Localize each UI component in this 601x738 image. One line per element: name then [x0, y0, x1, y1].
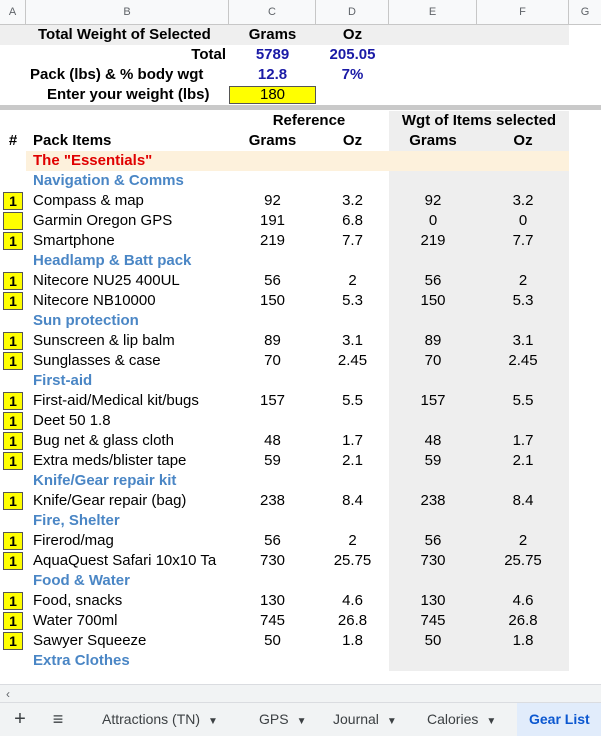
select-count-cell[interactable] — [3, 212, 23, 230]
item-name[interactable]: Garmin Oregon GPS — [33, 212, 173, 229]
reference-oz[interactable]: 2.1 — [342, 452, 363, 469]
table-row — [0, 331, 601, 351]
table-row — [0, 451, 601, 471]
sheet-tab[interactable] — [517, 703, 601, 736]
oz-label: Oz — [342, 26, 363, 43]
selected-oz[interactable]: 2.1 — [512, 452, 534, 469]
section-row — [0, 651, 601, 671]
selected-grams[interactable]: 157 — [420, 392, 446, 409]
grams-header: Grams — [248, 132, 297, 149]
item-name[interactable]: Knife/Gear repair (bag) — [33, 492, 187, 509]
frozen-row-divider — [0, 105, 601, 110]
selected-oz[interactable]: 1.8 — [512, 632, 534, 649]
table-row — [0, 391, 601, 411]
reference-grams[interactable]: 730 — [259, 552, 286, 569]
summary-total-row — [0, 45, 601, 65]
selected-grams[interactable]: 150 — [420, 292, 446, 309]
selected-grams[interactable]: 56 — [424, 532, 442, 549]
reference-grams[interactable]: 150 — [259, 292, 286, 309]
sheet-tab-bar — [0, 702, 601, 736]
reference-grams[interactable]: 157 — [259, 392, 286, 409]
reference-oz[interactable]: 5.5 — [342, 392, 363, 409]
sheet-tab[interactable] — [90, 703, 240, 736]
select-count-cell[interactable]: 1 — [3, 592, 23, 610]
select-count-cell[interactable]: 1 — [3, 352, 23, 370]
tab-menu-arrow-icon[interactable]: ▼ — [296, 716, 307, 727]
tab-menu-arrow-icon[interactable]: ▼ — [386, 716, 397, 727]
selected-column-shade — [389, 571, 569, 591]
select-count-cell[interactable]: 1 — [3, 412, 23, 430]
table-row — [0, 211, 601, 231]
selected-grams[interactable]: 745 — [420, 612, 446, 629]
section-label: Extra Clothes — [33, 652, 130, 669]
reference-oz[interactable]: 26.8 — [337, 612, 368, 629]
selected-oz[interactable]: 5.5 — [512, 392, 534, 409]
table-row — [0, 431, 601, 451]
pack-percent-value[interactable]: 7% — [341, 66, 364, 83]
selected-oz[interactable]: 2.45 — [508, 352, 538, 369]
pack-label: Pack (lbs) & % body wgt — [30, 66, 204, 83]
section-row — [0, 371, 601, 391]
reference-grams[interactable]: 130 — [259, 592, 286, 609]
selected-grams[interactable]: 48 — [424, 432, 442, 449]
select-count-cell[interactable]: 1 — [3, 552, 23, 570]
table-row — [0, 411, 601, 431]
reference-oz[interactable]: 7.7 — [342, 232, 363, 249]
reference-oz[interactable]: 2 — [348, 532, 357, 549]
column-header-a[interactable]: A — [0, 0, 26, 24]
reference-grams[interactable]: 238 — [259, 492, 286, 509]
reference-oz[interactable]: 3.1 — [342, 332, 363, 349]
enter-weight-label: Enter your weight (lbs) — [47, 86, 210, 103]
reference-oz[interactable]: 4.6 — [342, 592, 363, 609]
summary-weight-row — [0, 85, 601, 105]
sheet-tab-label: Gear List — [529, 711, 590, 727]
selected-grams-header: Grams — [409, 132, 457, 149]
reference-oz[interactable]: 5.3 — [342, 292, 363, 309]
total-label: Total — [191, 46, 226, 63]
selected-oz[interactable]: 3.2 — [512, 192, 534, 209]
table-row — [0, 591, 601, 611]
reference-oz[interactable]: 1.7 — [342, 432, 363, 449]
sheet-tab[interactable] — [415, 703, 511, 736]
section-label: Food & Water — [33, 572, 130, 589]
selected-oz[interactable]: 25.75 — [504, 552, 542, 569]
selected-oz[interactable]: 26.8 — [508, 612, 538, 629]
item-name[interactable]: Sunscreen & lip balm — [33, 332, 175, 349]
table-row — [0, 631, 601, 651]
selected-oz[interactable]: 2 — [518, 532, 528, 549]
reference-grams[interactable]: 70 — [264, 352, 281, 369]
table-row — [0, 231, 601, 251]
column-header-b[interactable]: B — [26, 0, 229, 24]
select-count-cell[interactable]: 1 — [3, 392, 23, 410]
item-name[interactable]: Deet 50 1.8 — [33, 412, 111, 429]
select-count-cell[interactable]: 1 — [3, 232, 23, 250]
section-label: Knife/Gear repair kit — [33, 472, 177, 489]
selected-grams[interactable]: 59 — [424, 452, 442, 469]
sheet-tab-label: Attractions (TN) — [102, 711, 201, 727]
reference-oz[interactable] — [316, 411, 389, 431]
reference-grams[interactable]: 191 — [259, 212, 286, 229]
selected-grams[interactable]: 219 — [420, 232, 446, 249]
item-name[interactable]: Firerod/mag — [33, 532, 114, 549]
reference-grams[interactable]: 56 — [264, 272, 281, 289]
reference-header: Reference — [272, 112, 346, 129]
item-name[interactable]: Nitecore NU25 400UL — [33, 272, 180, 289]
reference-oz[interactable]: 8.4 — [342, 492, 363, 509]
reference-grams[interactable]: 48 — [264, 432, 281, 449]
section-row — [0, 571, 601, 591]
pack-items-header: Pack Items — [33, 132, 112, 149]
table-row — [0, 351, 601, 371]
selected-column-shade — [389, 511, 569, 531]
section-label: Navigation & Comms — [33, 172, 184, 189]
selected-oz[interactable]: 7.7 — [512, 232, 534, 249]
selected-column-shade — [389, 471, 569, 491]
grams-label: Grams — [248, 26, 297, 43]
section-row — [0, 511, 601, 531]
item-name[interactable]: Sunglasses & case — [33, 352, 161, 369]
selected-oz[interactable]: 4.6 — [512, 592, 534, 609]
item-name[interactable]: Compass & map — [33, 192, 144, 209]
item-name[interactable]: AquaQuest Safari 10x10 Ta — [33, 552, 217, 569]
sheet-tab-label: Calories — [427, 711, 479, 727]
section-label: Sun protection — [33, 312, 139, 329]
selected-grams[interactable]: 92 — [424, 192, 442, 209]
column-header-d[interactable]: D — [316, 0, 389, 24]
table-header-row-1 — [0, 111, 601, 131]
table-row — [0, 271, 601, 291]
selected-oz[interactable]: 5.3 — [512, 292, 534, 309]
total-weight-label: Total Weight of Selected — [38, 26, 211, 43]
reference-oz[interactable]: 3.2 — [342, 192, 363, 209]
item-name[interactable]: Extra meds/blister tape — [33, 452, 187, 469]
select-count-cell[interactable]: 1 — [3, 192, 23, 210]
select-count-cell[interactable]: 1 — [3, 292, 23, 310]
table-row — [0, 491, 601, 511]
selected-grams[interactable]: 238 — [420, 492, 446, 509]
sheet-tab-label: GPS — [259, 711, 289, 727]
selected-weight-header: Wgt of Items selected — [401, 112, 557, 129]
reference-grams[interactable]: 219 — [259, 232, 286, 249]
reference-oz[interactable]: 2.45 — [337, 352, 368, 369]
selected-column-shade — [389, 371, 569, 391]
oz-header: Oz — [342, 132, 363, 149]
summary-title-row — [0, 25, 601, 45]
tab-menu-arrow-icon[interactable]: ▼ — [486, 716, 497, 727]
column-header-c[interactable]: C — [229, 0, 316, 24]
item-name[interactable]: First-aid/Medical kit/bugs — [33, 392, 199, 409]
reference-oz[interactable]: 6.8 — [342, 212, 363, 229]
item-name[interactable]: Sawyer Squeeze — [33, 632, 147, 649]
column-header-e[interactable]: E — [389, 0, 477, 24]
selected-grams[interactable]: 730 — [420, 552, 446, 569]
section-row — [0, 171, 601, 191]
horizontal-scrollbar[interactable] — [0, 684, 601, 703]
select-count-cell[interactable]: 1 — [3, 532, 23, 550]
pack-lbs-value[interactable]: 12.8 — [257, 66, 288, 83]
item-name[interactable]: Smartphone — [33, 232, 115, 249]
select-count-cell[interactable]: 1 — [3, 332, 23, 350]
selected-column-shade — [389, 311, 569, 331]
selected-oz[interactable]: 1.7 — [512, 432, 534, 449]
selected-oz[interactable]: 8.4 — [512, 492, 534, 509]
selected-grams[interactable]: 0 — [428, 212, 438, 229]
reference-grams[interactable]: 50 — [264, 632, 281, 649]
reference-oz[interactable]: 2 — [348, 272, 357, 289]
selected-column-shade — [389, 251, 569, 271]
reference-grams[interactable]: 745 — [259, 612, 286, 629]
all-sheets-menu-icon[interactable]: ≡ — [52, 709, 64, 729]
item-name[interactable]: Water 700ml — [33, 612, 118, 629]
weight-input-value[interactable]: 180 — [259, 86, 286, 103]
reference-grams[interactable]: 56 — [264, 532, 281, 549]
summary-pack-row — [0, 65, 601, 85]
reference-grams[interactable]: 59 — [264, 452, 281, 469]
hash-header: # — [8, 132, 18, 149]
selected-grams[interactable]: 70 — [424, 352, 442, 369]
selected-grams[interactable]: 130 — [420, 592, 446, 609]
reference-grams[interactable]: 89 — [264, 332, 281, 349]
select-count-cell[interactable]: 1 — [3, 432, 23, 450]
selected-oz[interactable] — [477, 411, 569, 431]
table-row — [0, 291, 601, 311]
item-name[interactable]: Food, snacks — [33, 592, 123, 609]
sheet-tab-label: Journal — [333, 711, 379, 727]
table-row — [0, 191, 601, 211]
section-row — [0, 311, 601, 331]
column-header-g[interactable]: G — [580, 6, 590, 18]
item-name[interactable]: Nitecore NB10000 — [33, 292, 156, 309]
reference-grams[interactable]: 92 — [264, 192, 281, 209]
reference-oz[interactable]: 25.75 — [333, 552, 372, 569]
total-oz-value[interactable]: 205.05 — [329, 46, 376, 63]
scroll-left-icon[interactable]: ‹ — [6, 687, 10, 701]
reference-oz[interactable]: 1.8 — [342, 632, 363, 649]
add-sheet-icon[interactable]: + — [14, 708, 26, 730]
select-count-cell[interactable]: 1 — [3, 452, 23, 470]
select-count-cell[interactable]: 1 — [3, 272, 23, 290]
sheet-tab[interactable] — [321, 703, 409, 736]
selected-grams[interactable]: 50 — [424, 632, 442, 649]
select-count-cell[interactable]: 1 — [3, 612, 23, 630]
selected-grams[interactable] — [389, 411, 477, 431]
section-label: Headlamp & Batt pack — [33, 252, 192, 269]
column-header-bar — [0, 0, 601, 25]
selected-column-shade — [389, 171, 569, 191]
selected-column-shade — [389, 651, 569, 671]
section-row — [0, 251, 601, 271]
sheet-tab[interactable] — [247, 703, 315, 736]
selected-grams[interactable]: 56 — [424, 272, 442, 289]
table-row — [0, 531, 601, 551]
selected-oz[interactable]: 0 — [518, 212, 528, 229]
reference-grams[interactable] — [229, 411, 316, 431]
section-label: Fire, Shelter — [33, 512, 120, 529]
essentials-row — [0, 151, 601, 171]
tab-menu-arrow-icon[interactable]: ▼ — [208, 716, 218, 727]
table-row — [0, 551, 601, 571]
table-header-row-2 — [0, 131, 601, 151]
selected-oz[interactable]: 2 — [518, 272, 528, 289]
selected-oz-header: Oz — [513, 132, 533, 149]
select-count-cell[interactable]: 1 — [3, 632, 23, 650]
section-row — [0, 471, 601, 491]
select-count-cell[interactable]: 1 — [3, 492, 23, 510]
essentials-label: The "Essentials" — [33, 152, 153, 169]
table-row — [0, 611, 601, 631]
selected-grams[interactable]: 89 — [424, 332, 442, 349]
selected-oz[interactable]: 3.1 — [512, 332, 534, 349]
item-name[interactable]: Bug net & glass cloth — [33, 432, 174, 449]
total-grams-value[interactable]: 5789 — [255, 46, 290, 63]
section-label: First-aid — [33, 372, 93, 389]
column-header-f[interactable]: F — [477, 0, 569, 24]
